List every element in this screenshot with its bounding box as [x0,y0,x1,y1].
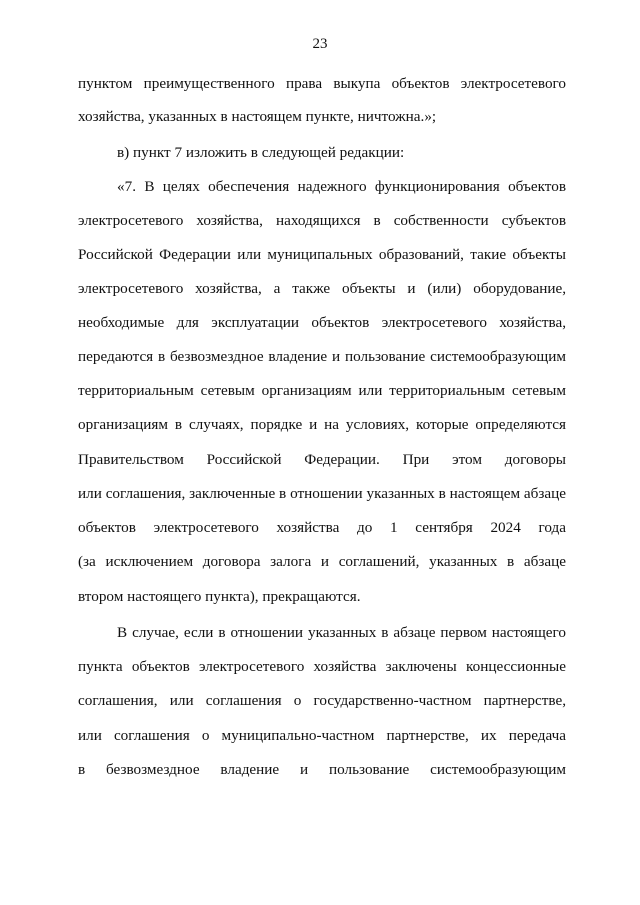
text-line-20: или соглашения о муниципально-частном партнерстве, их передача [78,727,566,744]
text-line-5: электросетевого хозяйства, находящихся в собственности субъектов [78,212,566,229]
page-number: 23 [312,36,328,52]
text-line-7: электросетевого хозяйства, а также объекты и (или) оборудование, [78,280,566,297]
text-line-21: в безвозмездное владение и пользование системообразующим [78,761,566,778]
text-line-12: Правительством Российской Федерации. При этом договоры [78,451,566,468]
text-line-19: соглашения, или соглашения о государственно-частном партнерстве, [78,692,566,709]
text-line-16: втором настоящего пункта), прекращаются. [78,588,361,605]
text-line-4: «7. В целях обеспечения надежного функционирования объектов [117,178,566,195]
text-line-11: организациям в случаях, порядке и на условиях, которые определяются [78,416,566,433]
text-line-9: передаются в безвозмездное владение и пользование системообразующим [78,348,566,365]
text-line-18: пункта объектов электросетевого хозяйства заключены концессионные [78,658,566,675]
text-line-8: необходимые для эксплуатации объектов электросетевого хозяйства, [78,314,566,331]
text-line-14: объектов электросетевого хозяйства до 1 сентября 2024 года [78,519,566,536]
text-line-13: или соглашения, заключенные в отношении указанных в настоящем абзаце [78,485,566,502]
text-line-6: Российской Федерации или муниципальных образований, такие объекты [78,246,566,263]
text-line-2: хозяйства, указанных в настоящем пункте, ничтожна.»; [78,108,437,125]
text-line-3: в) пункт 7 изложить в следующей редакции: [117,144,405,161]
text-line-17: В случае, если в отношении указанных в абзаце первом настоящего [117,624,566,641]
text-line-10: территориальным сетевым организациям или территориальным сетевым [78,382,566,399]
text-line-15: (за исключением договора залога и соглашений, указанных в абзаце [78,553,566,570]
text-line-1: пунктом преимущественного права выкупа объектов электросетевого [78,75,566,92]
